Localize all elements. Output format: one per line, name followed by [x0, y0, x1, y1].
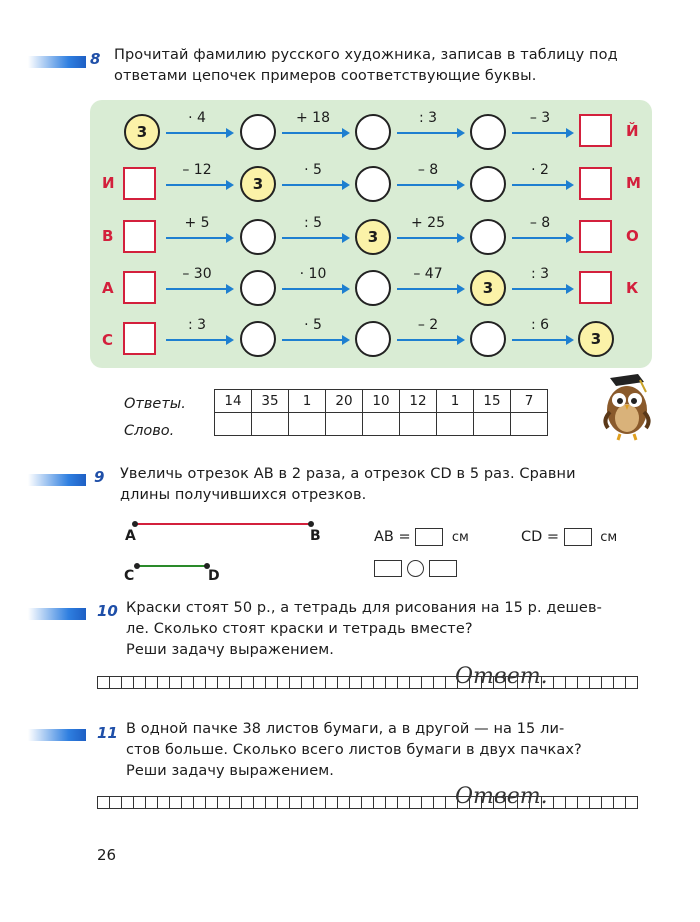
answer-circle[interactable]	[240, 270, 276, 306]
task-text-line: Увеличь отрезок AB в 2 раза, а отрезок CD в 5 раз. Сравни	[120, 466, 576, 482]
answer-circle[interactable]	[470, 321, 506, 357]
operation-label: – 30	[182, 266, 212, 282]
answer-square[interactable]	[579, 220, 612, 253]
answer-cell: 7	[511, 390, 548, 413]
ab-equation	[374, 528, 469, 546]
operation-label: : 3	[530, 266, 550, 282]
label-d: D	[208, 568, 220, 584]
answer-circle[interactable]	[355, 270, 391, 306]
task-text-line: стов больше. Сколько всего листов бумаги в двух пачках?	[126, 742, 582, 758]
word-cell[interactable]	[511, 413, 548, 436]
answer-square[interactable]	[123, 167, 156, 200]
answer-square[interactable]	[123, 271, 156, 304]
grid-cell[interactable]	[625, 796, 638, 809]
answer-cell: 14	[215, 390, 252, 413]
start-circle: 3	[124, 114, 160, 150]
arrow-icon	[512, 288, 572, 290]
answer-circle[interactable]	[240, 321, 276, 357]
answer-grid[interactable]	[97, 796, 637, 809]
task-text-line: длины получившихся отрезков.	[120, 487, 367, 503]
arrow-icon	[282, 339, 348, 341]
arrow-icon	[166, 132, 232, 134]
owl-icon	[596, 372, 658, 442]
operation-label: – 47	[413, 266, 443, 282]
answer-circle[interactable]	[355, 114, 391, 150]
point-a	[132, 521, 138, 527]
answers-row	[215, 390, 548, 413]
cd-equation	[521, 528, 617, 546]
task-marker	[28, 56, 86, 68]
arrow-icon	[282, 132, 348, 134]
word-cell[interactable]	[437, 413, 474, 436]
operation-label: + 5	[184, 215, 210, 231]
operation-label: · 5	[304, 162, 322, 178]
word-label: Слово.	[124, 423, 175, 439]
letter-label: К	[626, 279, 639, 297]
grid-cell[interactable]	[625, 676, 638, 689]
arrow-icon	[166, 339, 232, 341]
word-cell[interactable]	[400, 413, 437, 436]
arrow-icon	[282, 237, 348, 239]
word-cell[interactable]	[252, 413, 289, 436]
answers-label: Ответы.	[124, 396, 186, 412]
word-cell[interactable]	[326, 413, 363, 436]
arrow-icon	[512, 184, 572, 186]
arrow-icon	[397, 339, 463, 341]
arrow-icon	[397, 184, 463, 186]
arrow-icon	[512, 339, 572, 341]
operation-label: – 3	[529, 110, 551, 126]
arrow-icon	[166, 237, 232, 239]
arrow-icon	[282, 288, 348, 290]
task-text-line: В одной пачке 38 листов бумаги, а в другой — на 15 ли-	[126, 721, 565, 737]
answer-cell: 20	[326, 390, 363, 413]
comparison	[374, 558, 457, 577]
ab-answer-box[interactable]	[415, 528, 443, 546]
segment-ab	[134, 523, 312, 525]
answer-circle[interactable]	[470, 166, 506, 202]
answer-cell: 15	[474, 390, 511, 413]
word-cell[interactable]	[363, 413, 400, 436]
operation-label: – 8	[529, 215, 551, 231]
answer-label: Ответ.	[455, 664, 548, 689]
compare-left-box[interactable]	[374, 560, 402, 577]
arrow-icon	[166, 184, 232, 186]
operation-label: – 2	[417, 317, 439, 333]
cd-answer-box[interactable]	[564, 528, 592, 546]
operation-label: + 25	[411, 215, 445, 231]
task-marker	[28, 608, 86, 620]
cd-prefix: CD =	[521, 529, 560, 545]
answer-circle[interactable]	[355, 166, 391, 202]
answer-label: Ответ.	[455, 784, 548, 809]
answer-square[interactable]	[579, 114, 612, 147]
operation-label: – 8	[417, 162, 439, 178]
operation-label: · 5	[304, 317, 322, 333]
segment-cd	[136, 565, 208, 567]
start-circle: 3	[470, 270, 506, 306]
start-circle: 3	[240, 166, 276, 202]
task-marker	[28, 474, 86, 486]
letter-label: О	[626, 227, 639, 245]
word-row	[215, 413, 548, 436]
task-text-line: ле. Сколько стоят краски и тетрадь вместе?	[126, 621, 473, 637]
answer-square[interactable]	[123, 322, 156, 355]
letter-label: С	[102, 331, 114, 349]
answer-cell: 10	[363, 390, 400, 413]
answer-square[interactable]	[123, 220, 156, 253]
start-circle: 3	[578, 321, 614, 357]
answer-circle[interactable]	[240, 219, 276, 255]
task-text-line: Прочитай фамилию русского художника, записав в таблицу под	[114, 47, 618, 63]
letter-label: М	[626, 174, 641, 192]
cd-unit: см	[600, 530, 618, 545]
point-b	[308, 521, 314, 527]
task-text-line: Реши задачу выражением.	[126, 642, 334, 658]
answer-square[interactable]	[579, 167, 612, 200]
label-c: C	[124, 568, 135, 584]
compare-sign-circle[interactable]	[407, 560, 424, 577]
task-number: 10	[97, 602, 118, 620]
word-cell[interactable]	[474, 413, 511, 436]
task-text-line: Реши задачу выражением.	[126, 763, 334, 779]
operation-label: + 18	[296, 110, 330, 126]
task-number: 8	[90, 50, 101, 68]
letter-label: Й	[626, 122, 639, 140]
letter-label: И	[102, 174, 115, 192]
operation-label: : 5	[303, 215, 323, 231]
arrow-icon	[512, 132, 572, 134]
operation-label: · 4	[188, 110, 206, 126]
ab-unit: см	[451, 530, 469, 545]
letter-label: В	[102, 227, 114, 245]
word-cell[interactable]	[215, 413, 252, 436]
task-text-line: Краски стоят 50 р., а тетрадь для рисования на 15 р. дешев-	[126, 600, 602, 616]
task-text-line: ответами цепочек примеров соответствующие буквы.	[114, 68, 537, 84]
arrow-icon	[166, 288, 232, 290]
arrow-icon	[397, 237, 463, 239]
answer-circle[interactable]	[240, 114, 276, 150]
label-b: B	[310, 528, 321, 544]
ab-prefix: AB =	[374, 529, 411, 545]
compare-right-box[interactable]	[429, 560, 457, 577]
letter-label: А	[102, 279, 114, 297]
operation-label: : 3	[418, 110, 438, 126]
answers-table	[214, 389, 548, 436]
answer-circle[interactable]	[470, 219, 506, 255]
operation-label: – 12	[182, 162, 212, 178]
task-marker	[28, 729, 86, 741]
answer-circle[interactable]	[470, 114, 506, 150]
page-number: 26	[97, 846, 117, 864]
operation-label: · 10	[299, 266, 327, 282]
arrow-icon	[397, 288, 463, 290]
operation-label: : 3	[187, 317, 207, 333]
answer-cell: 1	[437, 390, 474, 413]
answer-cell: 35	[252, 390, 289, 413]
task-number: 9	[94, 468, 105, 486]
task-number: 11	[97, 724, 118, 742]
answer-square[interactable]	[579, 271, 612, 304]
point-c	[134, 563, 140, 569]
arrow-icon	[397, 132, 463, 134]
start-circle: 3	[355, 219, 391, 255]
answer-grid[interactable]	[97, 676, 637, 689]
word-cell[interactable]	[289, 413, 326, 436]
label-a: A	[125, 528, 136, 544]
operation-label: · 2	[531, 162, 549, 178]
answer-cell: 1	[289, 390, 326, 413]
operation-label: : 6	[530, 317, 550, 333]
answer-circle[interactable]	[355, 321, 391, 357]
arrow-icon	[282, 184, 348, 186]
answer-cell: 12	[400, 390, 437, 413]
arrow-icon	[512, 237, 572, 239]
